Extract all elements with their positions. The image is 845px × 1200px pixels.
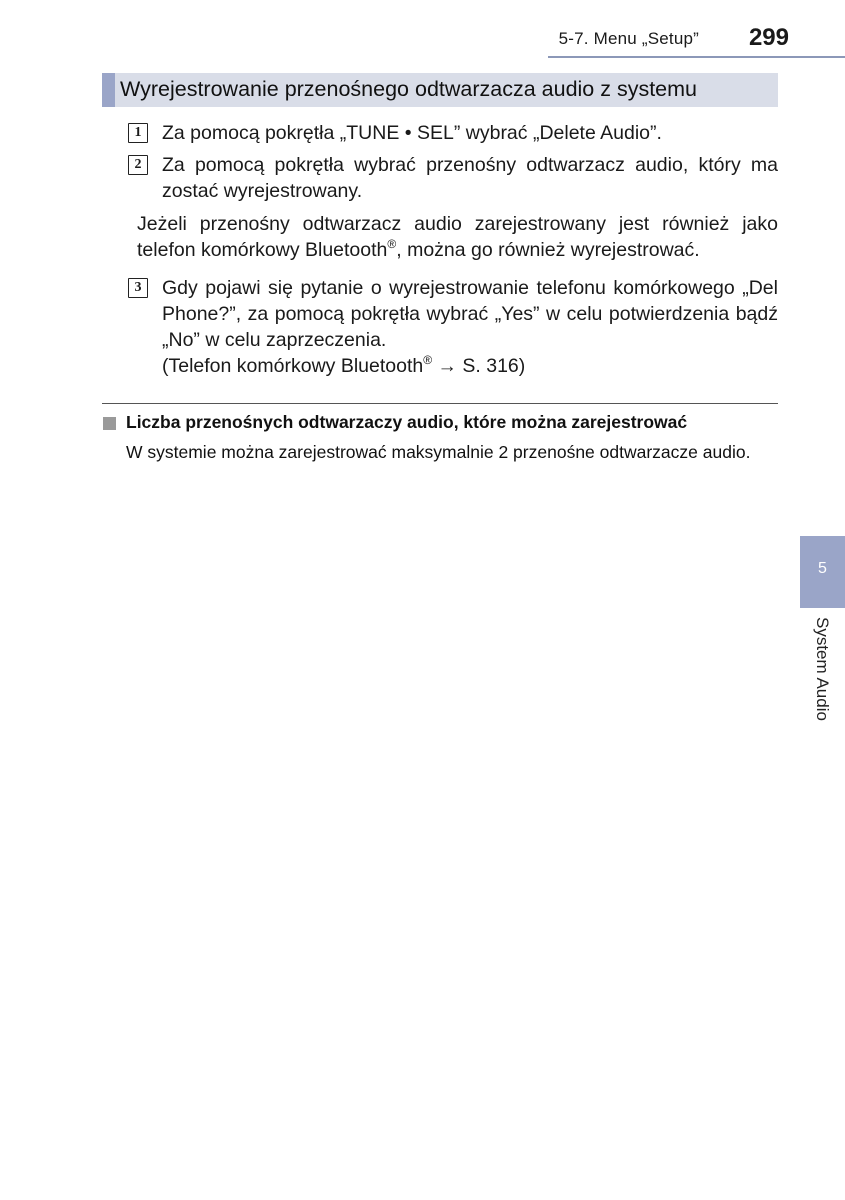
registered-mark: ® <box>423 353 433 367</box>
info-text: W systemie można zarejestrować maksymalnie 2 przenośne odtwarzacze audio. <box>126 442 751 462</box>
step-text: Gdy pojawi się pytanie o wyrejestrowanie telefonu komórkowego „Del Phone?”, za pomocą pokrętła wybrać „Yes” w celu potwierdzenia bądź „No” w celu zaprzeczenia. <box>162 277 778 351</box>
page-reference <box>162 353 778 379</box>
chapter-number: 5 <box>818 560 827 577</box>
step-text: Za pomocą pokrętła „TUNE • SEL” wybrać „Delete Audio”. <box>162 122 662 144</box>
section-title: Wyrejestrowanie przenośnego odtwarzacza audio z systemu <box>120 77 698 101</box>
note-paragraph <box>137 211 778 263</box>
step-text-block <box>162 275 778 379</box>
step-text: Za pomocą pokrętła wybrać przenośny odtwarzacz audio, który ma zostać wyrejestrowany. <box>162 154 778 202</box>
note-text: Jeżeli przenośny odtwarzacz audio zarejestrowany jest również jako telefon komórkowy Bluetooth <box>137 213 778 261</box>
note-text-end: , można go również wyrejestrować. <box>396 239 700 261</box>
chapter-label: System Audio <box>813 617 832 721</box>
header-rule <box>548 56 845 58</box>
reference-target: → S. 316) <box>432 355 526 377</box>
step-number: 2 <box>128 155 148 175</box>
chapter-tab <box>800 536 845 608</box>
registered-mark: ® <box>387 237 397 251</box>
info-title: Liczba przenośnych odtwarzaczy audio, które można zarejestrować <box>126 412 688 432</box>
step-number: 1 <box>128 123 148 143</box>
reference-text: (Telefon komórkowy Bluetooth <box>162 355 424 377</box>
header-section-title: 5-7. Menu „Setup” <box>558 29 699 48</box>
section-title-bar <box>102 73 778 107</box>
step-number: 3 <box>128 278 148 298</box>
page-number: 299 <box>748 24 789 51</box>
square-bullet-icon <box>103 417 116 430</box>
divider <box>102 403 778 404</box>
